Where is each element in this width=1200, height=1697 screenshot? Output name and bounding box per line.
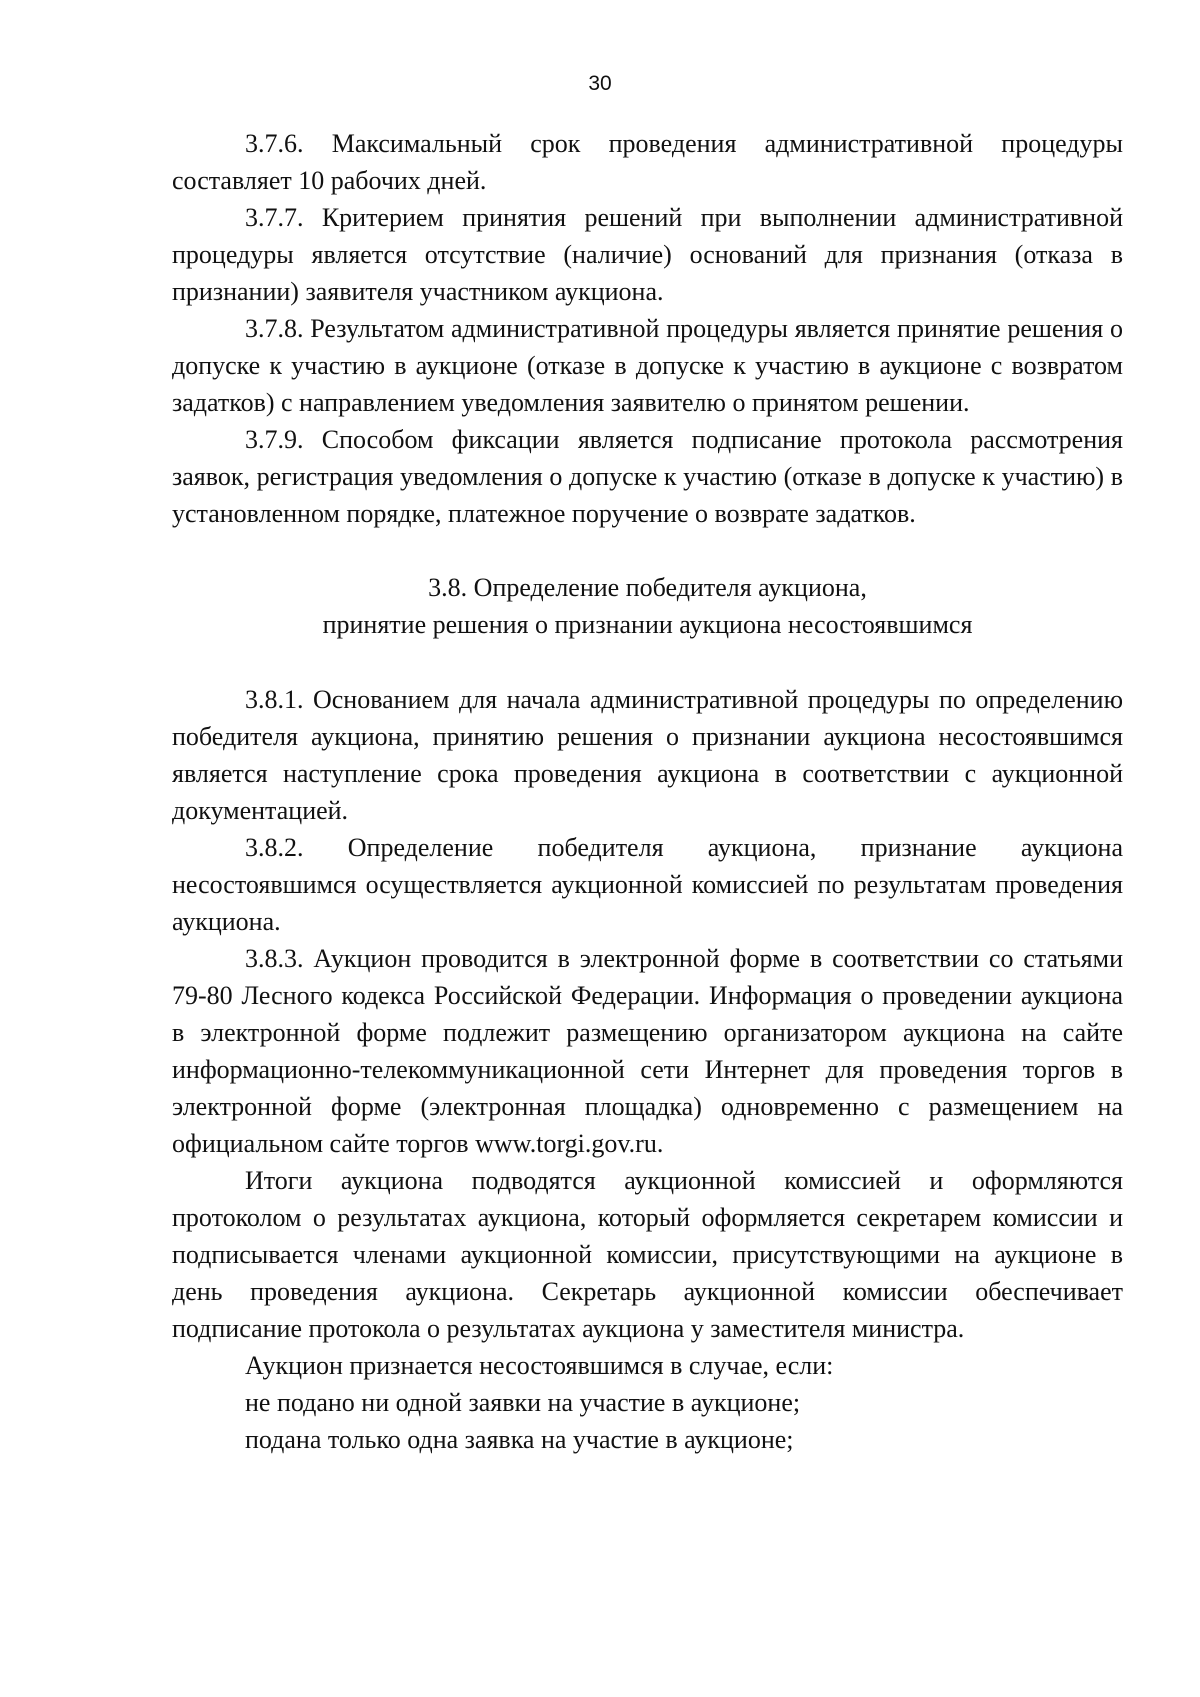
section-heading-line-2: принятие решения о признании аукциона несостоявшимся bbox=[322, 610, 973, 639]
paragraph-3-7-8: 3.7.8. Результатом административной процедуры является принятие решения о допуске к участию в аукционе (отказе в допуске к участию в аукционе с возвратом задатков) с направлением уведомления заявителю о принятом решении. bbox=[172, 314, 1123, 417]
paragraph-3-7-6: 3.7.6. Максимальный срок проведения административной процедуры составляет 10 рабочих дней. bbox=[172, 129, 1123, 195]
paragraph-3-8-1: 3.8.1. Основанием для начала административной процедуры по определению победителя аукциона, принятию решения о признании аукциона несостоявшимся является наступление срока проведения аукциона в соответствии с аукционной документацией. bbox=[172, 685, 1123, 825]
paragraph-auction-results: Итоги аукциона подводятся аукционной комиссией и оформляются протоколом о результатах аукциона, который оформляется секретарем комиссии и подписывается членами аукционной комиссии, присутствующими на аукционе в день проведения аукциона. Секретарь аукционной комиссии обеспечивает подписание протокола о результатах аукциона у заместителя министра. bbox=[172, 1166, 1123, 1343]
section-heading-line-1: 3.8. Определение победителя аукциона, bbox=[428, 573, 867, 602]
page-number: 30 bbox=[588, 72, 612, 95]
paragraph-3-8-3: 3.8.3. Аукцион проводится в электронной форме в соответствии со статьями 79-80 Лесного кодекса Российской Федерации. Информация о проведении аукциона в электронной форме подлежит размещению организатором аукциона на сайте информационно-телекоммуникационной сети Интернет для проведения торгов в электронной форме (электронная площадка) одновременно с размещением на официальном сайте торгов www.torgi.gov.ru. bbox=[172, 944, 1123, 1158]
document-body bbox=[172, 125, 1123, 1458]
list-item: не подано ни одной заявки на участие в аукционе; bbox=[245, 1388, 801, 1417]
paragraph-3-7-9: 3.7.9. Способом фиксации является подписание протокола рассмотрения заявок, регистрация уведомления о допуске к участию (отказе в допуске к участию) в установленном порядке, платежное поручение о возврате задатков. bbox=[172, 425, 1123, 528]
list-item: подана только одна заявка на участие в аукционе; bbox=[245, 1425, 794, 1454]
paragraph-3-7-7: 3.7.7. Критерием принятия решений при выполнении административной процедуры является отсутствие (наличие) оснований для признания (отказа в признании) заявителя участником аукциона. bbox=[172, 203, 1123, 306]
section-heading-3-8 bbox=[172, 569, 1123, 643]
list-intro: Аукцион признается несостоявшимся в случае, если: bbox=[245, 1351, 834, 1380]
paragraph-3-8-2: 3.8.2. Определение победителя аукциона, признание аукциона несостоявшимся осуществляется аукционной комиссией по результатам проведения аукциона. bbox=[172, 833, 1123, 936]
